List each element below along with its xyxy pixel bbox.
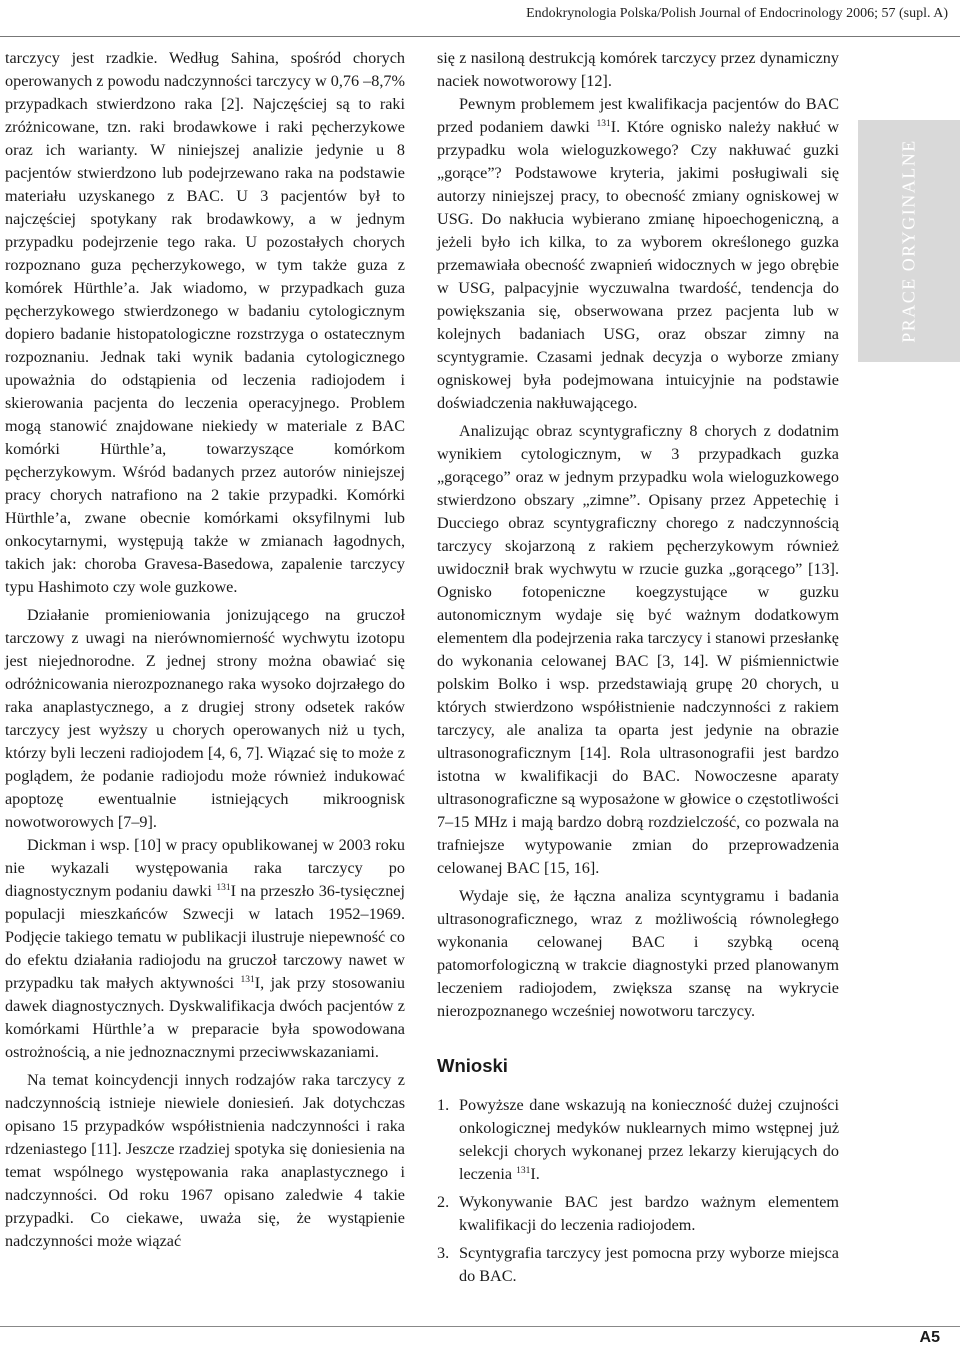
paragraph: tarczycy jest rzadkie. Według Sahina, spośród chorych operowanych z powodu nadczynności tarczycy w 0,76 –8,7% przypadkach stwierdzono raka [2]. Najczęściej są to raki zróżnicowane, tzn. raki brodawkowe i raki pęcherzykowe oraz ich warianty. W niniejszej analizie jedynie u 8 pacjentów stwierdzono lub podejrzewano raka na podstawie materiału uzyskanego z BAC. U 3 pacjentów był to najczęściej spotykany rak brodawkowy, a w jednym przypadku podejrzenie tego raka. U pozostałych chorych rozpoznano guza pęcherzykowego, w tym także guza z komórek Hürthle’a. Jak wiadomo, w przypadkach guza pęcherzykowego stwierdzonego w badaniu cytologicznym dopiero badanie histopatologiczne rozstrzyga o ostatecznym rozpoznaniu. Jednak taki wynik badania cytologicznego upoważnia do odstąpienia od leczenia radiojodem i skierowania pacjenta do leczenia operacyjnego. Problem mogą stanowić znajdowane niekiedy w materiale z BAC komórki Hürthle’a, towarzyszące komórkom pęcherzykowym. Wśród badanych przez autorów niniejszej pracy chorych natrafiono na 2 takie przypadki. Komórki Hürthle’a, zwane obecnie komórkami oksyfilnymi lub onkocytarnymi, występują także w zmianach łagodnych, takich jak: choroba Gravesa-Basedowa, zapalenie tarczycy typu Hashimoto czy wole guzkowe. [5, 49, 405, 596]
list-item: 2. Wykonywanie BAC jest bardzo ważnym elementem kwalifikacji do leczenia radiojodem. [437, 1193, 839, 1234]
header-divider [0, 36, 960, 37]
paragraph: się z nasiloną destrukcją komórek tarczycy przez dynamiczny naciek nowotworowy [12]. [437, 49, 839, 90]
paragraph: Analizując obraz scyntygraficzny 8 chorych z dodatnim wynikiem cytologicznym, w 3 przypadkach guzka „gorącego” oraz w jednym przypadku wola wieloguzkowego stwierdzono obszary „zimne”. Opisany przez Appetechię i Ducciego obraz scyntygraficzny chorego z nadczynnością tarczycy skojarzoną z rakiem pęcherzykowym również uwidocznił brak wychwytu w rzucie guzka „gorącego” [13]. Ognisko fotopeniczne koegzystujące w guzku autonomicznym wydaje się być ważnym dodatkowym elementem dla podejrzenia raka tarczycy i stanowi przesłankę do wykonania celowanej BAC [3, 14]. W piśmiennictwie polskim Bolko i wsp. przedstawiają grupę 20 chorych, u których stwierdzono współistnienie nadczynności z rakiem tarczycy, ale analiza ta oparta jest jedynie na obrazie ultrasonograficznym [14]. Rola ultrasonografii jest bardzo istotna w kwalifikacji do BAC. Nowoczesne aparaty ultrasonograficzne są wyposażone w głowice o częstotliwości 7–15 MHz i mają bardzo dobrą rozdzielczość, co pozwala na trafniejsze wytypowanie zmian do przeprowadzenia celowanej BAC [15, 16]. [437, 422, 839, 877]
footer-divider [0, 1326, 960, 1327]
paragraph: Dickman i wsp. [10] w pracy opublikowanej w 2003 roku nie wykazali występowania raka tarczycy po diagnostycznym podaniu dawki $^{131}$I na przeszło 36-tysięcznej populacji mieszkańców Szwecji w latach 1952–1969. Podjęcie takiego tematu w publikacji ilustruje niepewność co do efektu działania radiojodu na gruczoł tarczowy nawet w przypadku tak małych aktywności $^{131}$I, jak przy stosowaniu dawek diagnostycznych. Dyskwalifikacja dwóch pacjentów z komórkami Hürthle’a w preparacie była spowodowana ostrożnością, a nie jednoznacznymi przeciwwskazaniami. [5, 836, 405, 1061]
section-title-conclusions: Wnioski [437, 1055, 508, 1076]
journal-citation: Endokrynologia Polska/Polish Journal of Endocrinology 2006; 57 (supl. A) [526, 6, 948, 21]
page-header [0, 0, 960, 38]
side-tab-label: PRACE ORYGINALNE [898, 139, 919, 343]
paragraph: Na temat koincydencji innych rodzajów raka tarczycy z nadczynnością istnieje niewiele doniesień. Jak dotychczas opisano 15 przypadków współistnienia nadczynności i raka rdzeniastego [11]. Jeszcze rzadziej spotyka się doniesienia na temat wspólnego występowania raka anaplastycznego i nadczynności. Od roku 1967 opisano zaledwie 4 takie przypadki. Co ciekawe, uważa się, że wystąpienie nadczynności może wiązać [5, 1071, 405, 1250]
right-column [437, 47, 839, 1293]
list-item: 1. Powyższe dane wskazują na konieczność dużej czujności onkologicznej medyków nuklearnych mimo wstępnej już selekcji chorych wykonanej przez lekarzy kierujących do leczenia $^{131}$I. [437, 1096, 839, 1183]
paragraph: Wydaje się, że łączna analiza scyntygramu i badania ultrasonograficznego, wraz z możliwością równoległego wykonania celowanej BAC i szybką oceną patomorfologiczną w trakcie diagnostyki przed planowanym leczeniem radiojodem, zwiększa szansę na wykrycie nierozpoznanego wcześniej nowotworu tarczycy. [437, 887, 839, 1020]
page-number: A5 [919, 1329, 940, 1346]
conclusions-list [437, 1094, 839, 1288]
paragraph: Pewnym problemem jest kwalifikacja pacjentów do BAC przed podaniem dawki $^{131}$I. Które ognisko należy nakłuć w przypadku wola wieloguzkowego? Czy nakłuwać guzki „gorące”? Podstawowe kryteria, jakimi posługiwali się autorzy niniejszej pracy, to obecność zmiany ogniskowej w USG. Do nakłucia wybierano zmianę hipoechogeniczną, a jeżeli było ich kilka, to za wyborem określonego guzka przemawiała obecność zwapnień widocznych w jego obrębie w USG, palpacyjnie wyczuwalna twardość, tendencja do powiększania się, obserwowana przez pacjenta lub w kolejnych badaniach USG, oraz obszar zimny na scyntygramie. Czasami jednak decyzja o wyborze zmiany ogniskowej była podejmowana intuicyjnie na podstawie doświadczenia nakłuwającego. [437, 95, 840, 412]
left-column [5, 47, 405, 1253]
list-item: 3. Scyntygrafia tarczycy jest pomocna przy wyborze miejsca do BAC. [437, 1244, 839, 1285]
paragraph: Działanie promieniowania jonizującego na gruczoł tarczowy z uwagi na nierównomierność wychwytu izotopu jest niejednorodne. Z jednej strony można obawiać się odróżnicowania nierozpoznanego raka wysoko dojrzałego do raka anaplastycznego, a z drugiej strony odsetek raków tarczycy jest wyższy u chorych operowanych niż u tych, którzy byli leczeni radiojodem [4, 6, 7]. Wiązać się to może z poglądem, że podanie radiojodu może również indukować apoptozę ewentualnie istniejących mikroognisk nowotworowych [7–9]. [5, 606, 405, 831]
section-side-tab [858, 120, 960, 362]
